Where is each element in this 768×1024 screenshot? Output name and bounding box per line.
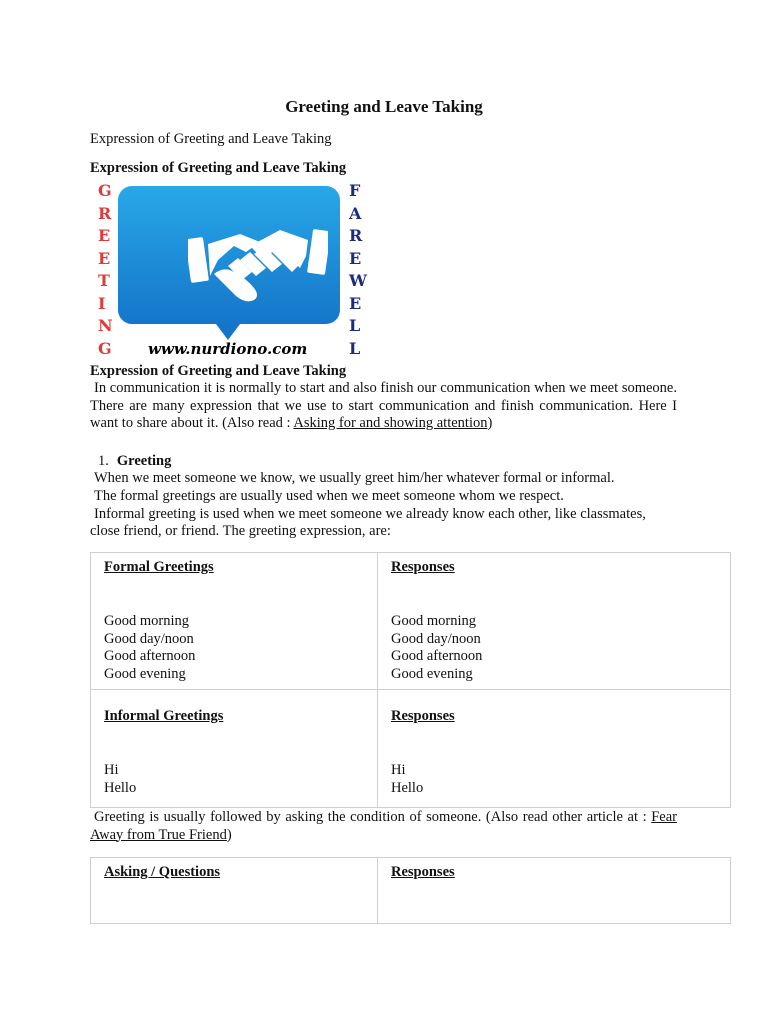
description-line: When we meet someone we know, we usually greet him/her whatever formal or informal. xyxy=(94,470,615,486)
greeting-list xyxy=(104,762,364,798)
greeting-list xyxy=(104,613,364,684)
column-header: Formal Greetings xyxy=(104,559,214,575)
section-number: 1. xyxy=(98,453,109,469)
logo-letter: R xyxy=(98,203,113,223)
table-row xyxy=(91,690,731,808)
table-cell xyxy=(91,690,378,808)
image-caption: Expression of Greeting and Leave Taking xyxy=(90,363,347,379)
logo-letter: F xyxy=(349,181,362,200)
logo-letter: E xyxy=(98,248,112,268)
followup-text: Greeting is usually followed by asking the condition of someone. (Also read other article at : xyxy=(94,809,652,825)
list-item: Hello xyxy=(104,779,137,796)
section-greeting-heading xyxy=(98,452,171,470)
list-item: Good day/noon xyxy=(104,630,194,647)
list-item: Good morning xyxy=(391,612,476,629)
column-header: Responses xyxy=(391,559,455,575)
fear-away-link[interactable]: Fear Away from True Friend xyxy=(90,809,677,843)
list-item: Hi xyxy=(104,761,119,778)
logo-letter: I xyxy=(98,293,107,313)
intro-paragraph xyxy=(90,380,677,433)
followup-paragraph xyxy=(90,809,677,844)
table-row xyxy=(91,553,731,690)
logo-letter: R xyxy=(349,226,364,245)
list-item: Good afternoon xyxy=(391,648,483,665)
list-item: Good afternoon xyxy=(104,648,196,665)
table-cell xyxy=(91,858,378,924)
description-line: close friend, or friend. The greeting expression, are: xyxy=(90,523,391,540)
intro-after: ) xyxy=(487,415,493,431)
column-header: Informal Greetings xyxy=(104,708,224,724)
table-cell xyxy=(378,690,731,808)
list-item: Hi xyxy=(391,761,406,778)
logo-letter: E xyxy=(349,293,363,313)
chat-bubble-tail xyxy=(216,324,240,340)
greeting-description xyxy=(90,470,690,541)
response-list xyxy=(391,613,717,684)
description-line: The formal greetings are usually used when we meet someone whom we respect. xyxy=(94,487,564,504)
table-cell xyxy=(378,858,731,924)
handshake-icon xyxy=(188,216,328,306)
greeting-farewell-logo xyxy=(90,180,368,360)
response-list xyxy=(391,762,717,798)
logo-letter: L xyxy=(349,338,362,358)
table-row xyxy=(91,858,731,924)
followup-after: ) xyxy=(226,826,232,843)
asking-attention-link[interactable]: Asking for and showing attention xyxy=(293,415,488,431)
subtitle-plain: Expression of Greeting and Leave Taking xyxy=(90,131,332,147)
logo-letter: L xyxy=(349,316,362,335)
list-item: Hello xyxy=(391,779,424,796)
logo-letter: G xyxy=(98,338,113,358)
logo-letter: N xyxy=(98,316,114,335)
description-line: Informal greeting is used when we meet someone we already know each other, like classmates, xyxy=(94,505,646,522)
chat-bubble xyxy=(118,186,340,324)
farewell-letters xyxy=(349,180,368,360)
subtitle-bold: Expression of Greeting and Leave Taking xyxy=(90,160,347,176)
greeting-letters xyxy=(98,180,114,360)
column-header: Asking / Questions xyxy=(104,864,221,880)
logo-letter: E xyxy=(349,248,363,268)
greetings-table xyxy=(90,552,731,808)
list-item: Good morning xyxy=(104,612,189,629)
list-item: Good evening xyxy=(391,666,473,683)
table-cell xyxy=(378,553,731,690)
page-title: Greeting and Leave Taking xyxy=(285,97,483,116)
list-item: Good day/noon xyxy=(391,630,481,647)
asking-table xyxy=(90,857,731,924)
section-heading-text: Greeting xyxy=(116,453,172,469)
column-header: Responses xyxy=(391,708,455,724)
column-header: Responses xyxy=(391,864,455,880)
table-cell xyxy=(91,553,378,690)
logo-url: www.nurdiono.com xyxy=(148,340,308,358)
logo-letter: W xyxy=(349,271,368,290)
logo-letter: G xyxy=(98,181,113,200)
logo-letter: A xyxy=(349,203,363,223)
logo-letter: T xyxy=(98,271,111,290)
list-item: Good evening xyxy=(104,666,186,683)
intro-text: In communication it is normally to start and also finish our communication when we meet someone. There are many expression that we use to start communication and finish communication. Here I want to share about it. (Also read : xyxy=(90,380,677,431)
logo-letter: E xyxy=(98,226,112,245)
